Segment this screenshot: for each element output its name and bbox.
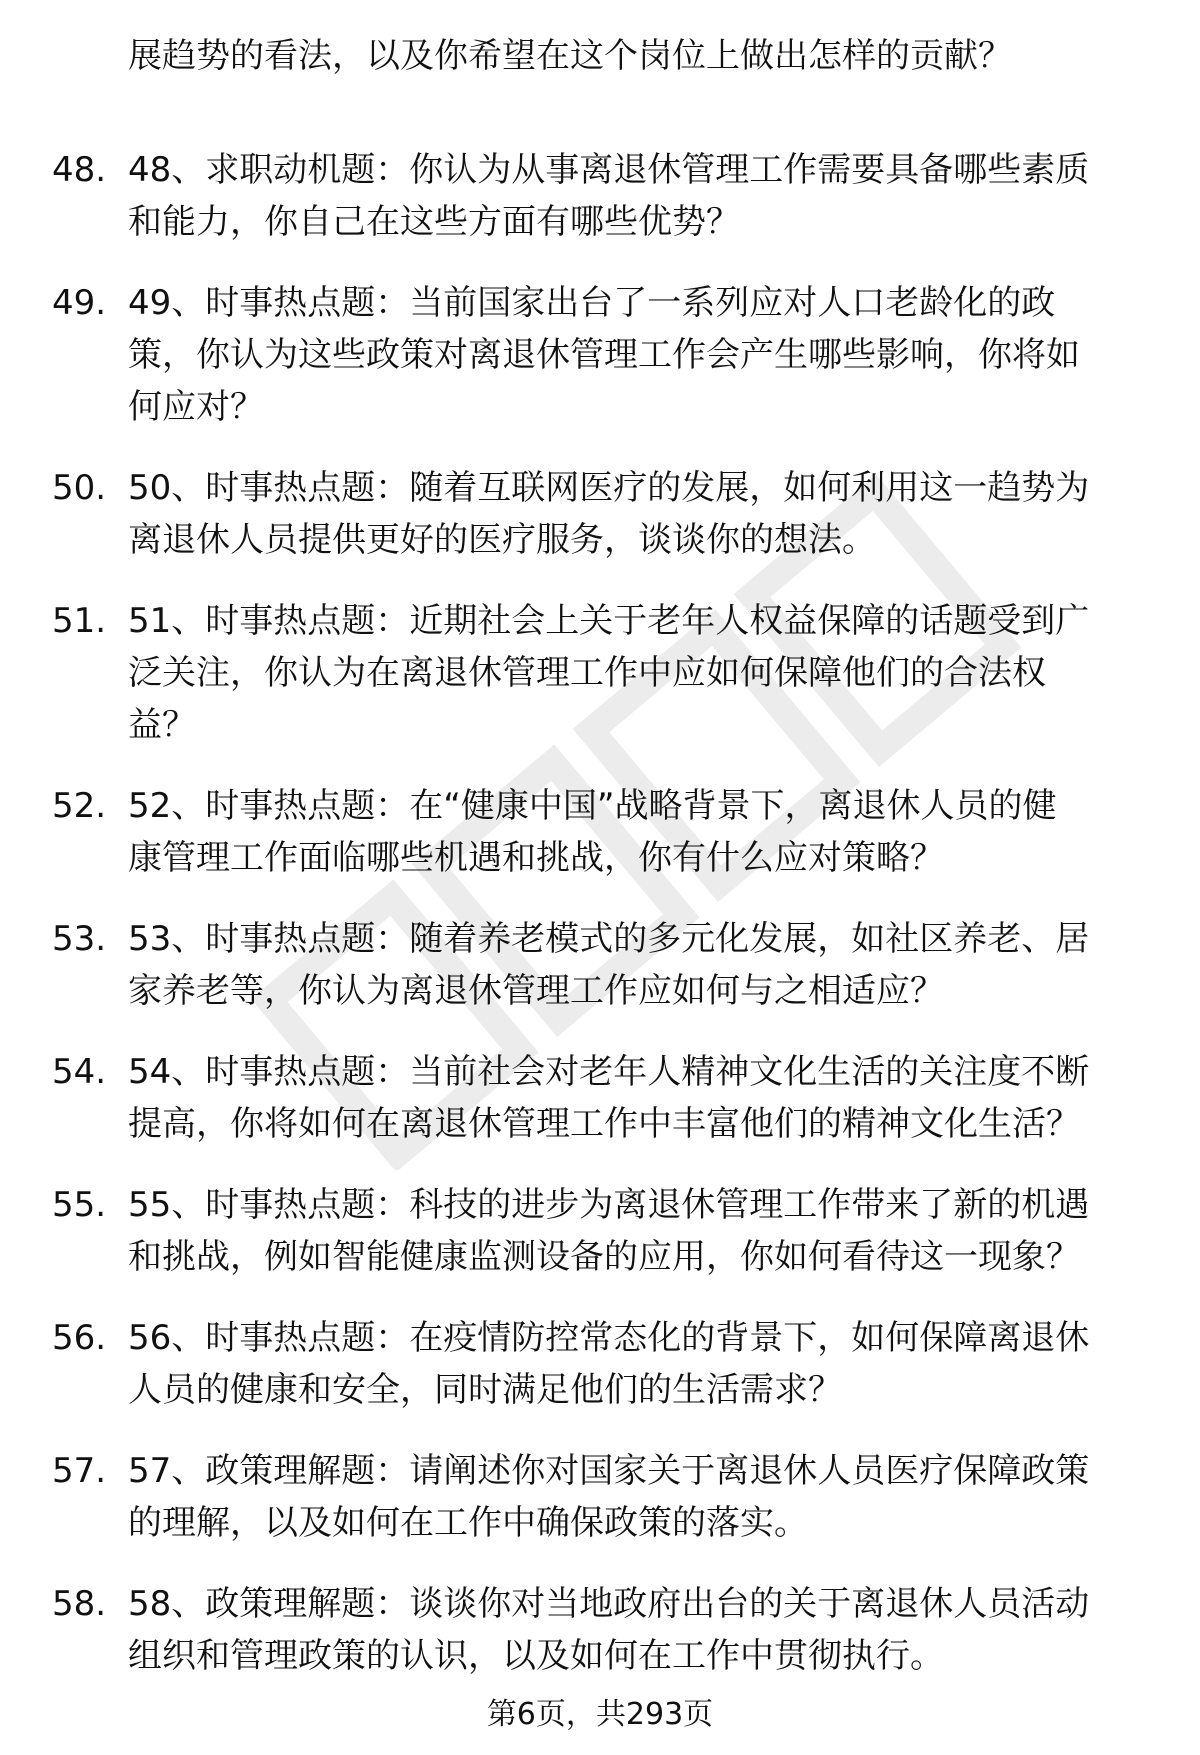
item-text-line: 组织和管理政策的认识，以及如何在工作中贯彻执行。 bbox=[128, 1636, 944, 1676]
item-number: 53. bbox=[52, 919, 107, 959]
item-number: 54. bbox=[52, 1052, 107, 1092]
item-text bbox=[128, 462, 1148, 566]
item-text-line: 益？ bbox=[128, 705, 196, 745]
page-footer: 第6页，共293页 bbox=[486, 1697, 714, 1732]
item-text-line: 何应对？ bbox=[128, 387, 264, 427]
item-text-line: 和能力，你自己在这些方面有哪些优势？ bbox=[128, 202, 740, 242]
item-text bbox=[128, 1046, 1148, 1150]
item-text bbox=[128, 1179, 1148, 1283]
item-text bbox=[128, 780, 1148, 884]
item-text-line: 48、求职动机题：你认为从事离退休管理工作需要具备哪些素质 bbox=[128, 150, 1090, 190]
item-text-line: 50、时事热点题：随着互联网医疗的发展，如何利用这一趋势为 bbox=[128, 468, 1090, 508]
item-text-line: 家养老等，你认为离退休管理工作应如何与之相适应？ bbox=[128, 971, 944, 1011]
item-number: 49. bbox=[52, 283, 107, 323]
item-text-line: 提高，你将如何在离退休管理工作中丰富他们的精神文化生活？ bbox=[128, 1104, 1080, 1144]
item-text-line: 53、时事热点题：随着养老模式的多元化发展，如社区养老、居 bbox=[128, 919, 1090, 959]
item-number: 52. bbox=[52, 786, 107, 826]
continuation-text: 展趋势的看法，以及你希望在这个岗位上做出怎样的贡献？ bbox=[128, 36, 1012, 76]
item-text-line: 人员的健康和安全，同时满足他们的生活需求？ bbox=[128, 1370, 842, 1410]
item-text-line: 55、时事热点题：科技的进步为离退休管理工作带来了新的机遇 bbox=[128, 1185, 1090, 1225]
item-number: 55. bbox=[52, 1185, 107, 1225]
item-text-line: 策，你认为这些政策对离退休管理工作会产生哪些影响，你将如 bbox=[128, 335, 1080, 375]
item-number: 50. bbox=[52, 468, 107, 508]
item-text-line: 52、时事热点题：在“健康中国”战略背景下，离退休人员的健 bbox=[128, 786, 1057, 826]
item-number: 48. bbox=[52, 150, 107, 190]
item-text-line: 57、政策理解题：请阐述你对国家关于离退休人员医疗保障政策 bbox=[128, 1451, 1090, 1491]
item-text bbox=[128, 1312, 1148, 1416]
item-number: 51. bbox=[52, 601, 107, 641]
item-text-line: 和挑战，例如智能健康监测设备的应用，你如何看待这一现象？ bbox=[128, 1237, 1080, 1277]
item-text bbox=[128, 1445, 1148, 1549]
item-text bbox=[128, 277, 1148, 433]
item-text-line: 58、政策理解题：谈谈你对当地政府出台的关于离退休人员活动 bbox=[128, 1584, 1090, 1624]
item-text bbox=[128, 913, 1148, 1017]
item-number: 56. bbox=[52, 1318, 107, 1358]
item-text bbox=[128, 595, 1148, 751]
item-text-line: 49、时事热点题：当前国家出台了一系列应对人口老龄化的政 bbox=[128, 283, 1056, 323]
item-text bbox=[128, 144, 1148, 248]
item-number: 58. bbox=[52, 1584, 107, 1624]
item-text-line: 54、时事热点题：当前社会对老年人精神文化生活的关注度不断 bbox=[128, 1052, 1090, 1092]
item-text-line: 51、时事热点题：近期社会上关于老年人权益保障的话题受到广 bbox=[128, 601, 1090, 641]
item-number: 57. bbox=[52, 1451, 107, 1491]
item-text-line: 56、时事热点题：在疫情防控常态化的背景下，如何保障离退休 bbox=[128, 1318, 1090, 1358]
item-text bbox=[128, 1578, 1148, 1682]
item-text-line: 离退休人员提供更好的医疗服务，谈谈你的想法。 bbox=[128, 520, 876, 560]
item-text-line: 康管理工作面临哪些机遇和挑战，你有什么应对策略？ bbox=[128, 838, 944, 878]
item-text-line: 泛关注，你认为在离退休管理工作中应如何保障他们的合法权 bbox=[128, 653, 1046, 693]
item-text-line: 的理解，以及如何在工作中确保政策的落实。 bbox=[128, 1503, 808, 1543]
